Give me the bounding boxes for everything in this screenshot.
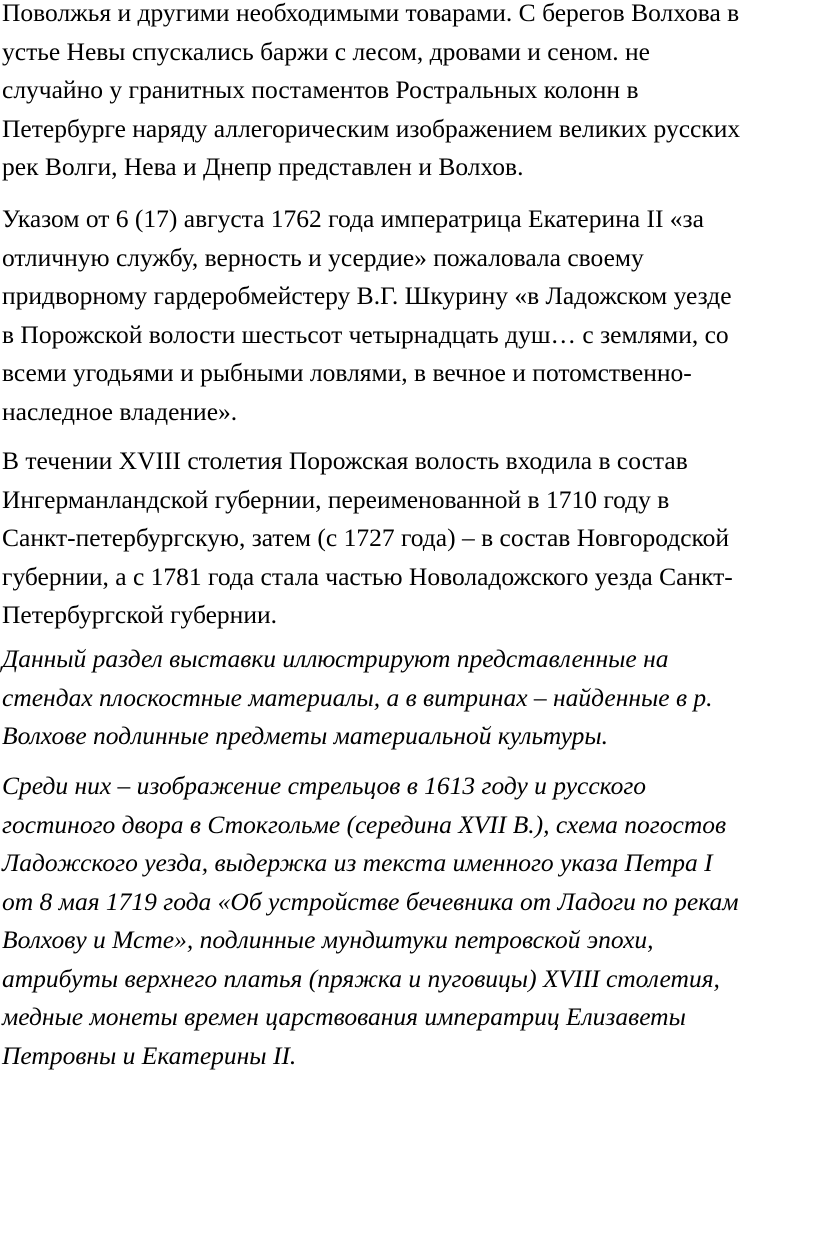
text-line: устье Невы спускались баржи с лесом, дровами и сеном. не xyxy=(2,36,650,66)
text-line: отличную службу, верность и усердие» пожаловала своему xyxy=(2,242,644,272)
text-line: Ладожского уезда, выдержка из текста именного указа Петра I xyxy=(2,848,713,877)
text-line: В течении XVIII столетия Порожская волость входила в состав xyxy=(2,446,688,475)
text-line: Волхове подлинные предметы материальной культуры. xyxy=(2,721,608,750)
text-line: Волхову и Мсте», подлинные мундштуки петровской эпохи, xyxy=(2,925,654,954)
text-line: Указом от 6 (17) августа 1762 года императрица Екатерина II «за xyxy=(2,204,704,233)
text-line: в Порожской волости шестьсот четырнадцать душ… с землями, со xyxy=(2,319,729,349)
text-line: Данный раздел выставки иллюстрируют представленные на xyxy=(2,644,669,673)
paragraph-exhibition-section xyxy=(2,640,814,756)
paragraph-decree-1762 xyxy=(2,200,814,431)
text-line: наследное владение». xyxy=(2,396,238,426)
text-line: Поволжья и другими необходимыми товарами. С берегов Волхова в xyxy=(2,0,740,27)
text-line: рек Волги, Нева и Днепр представлен и Волхов. xyxy=(2,152,524,181)
text-line: Петербургской губернии. xyxy=(2,600,277,629)
text-line: придворному гардеробмейстеру В.Г. Шкурину «в Ладожском уезде xyxy=(2,281,732,310)
text-line: Петровны и Екатерины II. xyxy=(2,1040,297,1070)
text-line: атрибуты верхнего платья (пряжка и пуговицы) XVIII столетия, xyxy=(2,963,720,993)
paragraph-xviii-century xyxy=(2,442,814,635)
text-line: от 8 мая 1719 года «Об устройстве бечевника от Ладоги по рекам xyxy=(2,886,739,916)
text-line: стендах плоскостные материалы, а в витринах – найденные в р. xyxy=(2,682,713,712)
text-line: медные монеты времен царствования императриц Елизаветы xyxy=(2,1002,686,1031)
text-line: случайно у гранитных постаментов Ростральных колонн в xyxy=(2,75,639,104)
text-line: гостиного двора в Стокгольме (середина XVII В.), схема погостов xyxy=(2,809,727,839)
text-line: Среди них – изображение стрельцов в 1613 году и русского xyxy=(2,771,647,800)
text-line: Петербурге наряду аллегорическим изображением великих русских xyxy=(2,113,741,143)
text-line: всеми угодьями и рыбными ловлями, в вечное и потомственно- xyxy=(2,358,692,387)
paragraph-volga-trade xyxy=(2,0,814,187)
text-line: Санкт-петербургскую, затем (с 1727 года) – в состав Новгородской xyxy=(2,523,730,552)
text-line: Ингерманландской губернии, переименованной в 1710 году в xyxy=(2,484,670,514)
text-line: губернии, а с 1781 года стала частью Новоладожского уезда Санкт- xyxy=(2,561,733,591)
paragraph-exhibits-list xyxy=(2,767,814,1075)
